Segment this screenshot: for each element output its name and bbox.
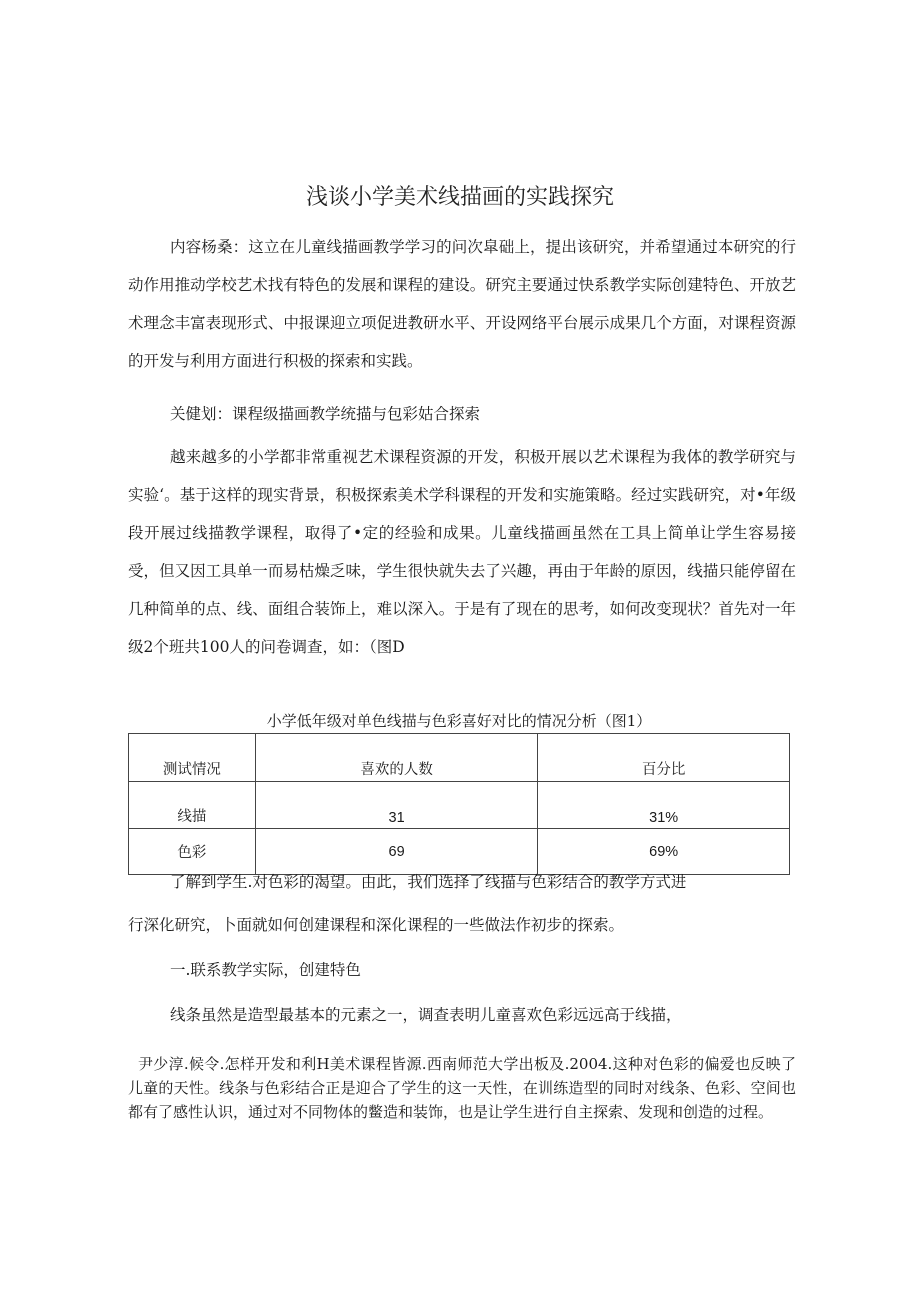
section-heading: 一.联系教学实际，创建特色 [170,961,361,979]
table-cell: 69% [538,829,790,875]
footnote: 尹少淳.候令.怎样开发和利H美术课程皆源.西南师范大学出板及.2004.这种对色彩的偏爱也反映了儿童的天性。线条与色彩结合正是迎合了学生的这一天性，在训练造型的同时对线条、色彩、空间也都有了感性认识，通过对不同物体的鳖造和装饰，也是让学生进行自主探索、发现和创造的过程。 [128,1055,796,1121]
abstract-paragraph: 内容杨桑：这立在儿童线描画教学学习的问次皐础上，提出该研究，并希望通过本研究的行动作用推动学校艺术找有特色的发展和课程的建设。研究主要通过快系教学实际创建特色、开放艺术理念丰富表现形式、中报课迎立项促进教研水平、开设网络平台展示成果几个方面，对课程资源的开发与利用方面进行积极的探索和实践。 [128,238,796,370]
table-caption: 小学低年级对单色线描与色彩喜好对比的情况分析（图1） [266,712,652,730]
after-table-line-2: 行深化研究，卜面就如何创建课程和深化课程的一些做法作初步的探索。 [128,916,625,934]
table-header-cell: 百分比 [538,734,790,782]
table-cell: 31% [538,782,790,829]
section-text: 线条虽然是造型最基本的元素之一，调查表明儿童喜欢色彩远远高于线描， [170,1006,682,1024]
survey-table [128,733,790,875]
table-cell: 色彩 [129,829,256,875]
after-table-line-1: 了解到学生.对色彩的渴望。由此，我们选择了线描与色彩结合的教学方式进 [170,873,687,891]
intro-paragraph: 越来越多的小学都非常重视艺术课程资源的开发，积极开展以艺术课程为我体的教学研究与实验‘。基于这样的现实背景，积极探索美术学科课程的开发和实施策略。经过实践研究，对•年级段开展过线描教学课程，取得了•定的经验和成果。儿童线描画虽然在工具上简单让学生容易接受，但又因工具单一而易枯燥乏味，学生很快就失去了兴趣，再由于年龄的原因，线描只能停留在几种简单的点、线、面组合装饰上，难以深入。于是有了现在的思考，如何改变现状？首先对一年级2个班共100人的问卷调查，如：（图D [128,448,796,656]
table-row [129,782,790,829]
page-title: 浅谈小学美术线描画的实践探究 [305,185,614,210]
table-header-cell: 喜欢的人数 [255,734,538,782]
keywords-line: 关健划：课程级描画教学统描与包彩姑合探索 [170,405,481,423]
table-header-cell: 测试情况 [129,734,256,782]
table-cell: 线描 [129,782,256,829]
table-header-row [129,734,790,782]
table-cell: 69 [255,829,538,875]
table-cell: 31 [255,782,538,829]
table-row [129,829,790,875]
